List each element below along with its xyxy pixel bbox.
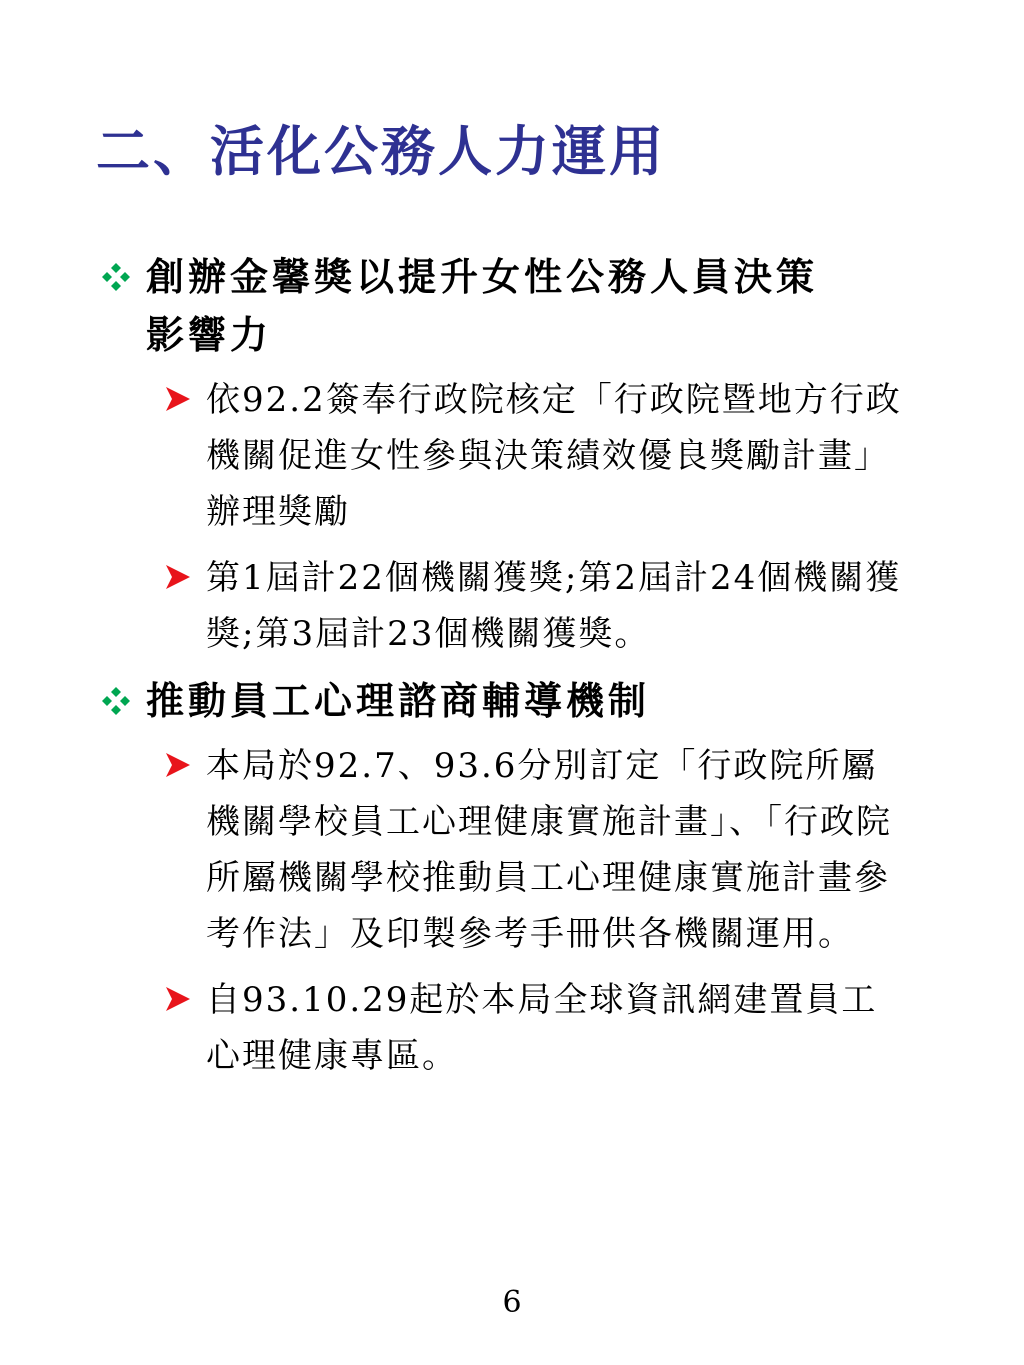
page-number: 6: [502, 1285, 522, 1320]
list-item-text: 本局於92.7、93.6分別訂定「行政院所屬機關學校員工心理健康實施計畫」、「行政院所屬機關學校推動員工心理健康實施計畫參考作法」及印製參考手冊供各機關運用。: [206, 746, 892, 954]
diamond-cluster-icon: [98, 686, 134, 718]
list-item-text: 第1屆計22個機關獲獎;第2屆計24個機關獲獎;第3屆計23個機關獲獎。: [206, 558, 902, 654]
slide-title: 二、活化公務人力運用: [96, 120, 666, 183]
list-item: [206, 972, 906, 1084]
list-item: [206, 372, 906, 540]
arrow-right-icon: [164, 563, 192, 591]
section-heading-golden-award: [96, 248, 846, 364]
slide-content: [96, 248, 976, 1094]
section-heading-text: 推動員工心理諮商輔導機制: [146, 679, 651, 723]
arrow-right-icon: [164, 751, 192, 779]
arrow-right-icon: [164, 985, 192, 1013]
list-item-text: 依92.2簽奉行政院核定「行政院暨地方行政機關促進女性參與決策績效優良獎勵計畫」辦理獎勵: [206, 380, 902, 532]
section-heading-text: 創辦金馨獎以提升女性公務人員決策影響力: [146, 255, 819, 357]
list-item-text: 自93.10.29起於本局全球資訊網建置員工心理健康專區。: [206, 980, 878, 1076]
diamond-cluster-icon: [98, 262, 134, 294]
list-item: [206, 738, 906, 962]
section-heading-counseling: [96, 672, 846, 730]
arrow-right-icon: [164, 385, 192, 413]
list-item: [206, 550, 906, 662]
